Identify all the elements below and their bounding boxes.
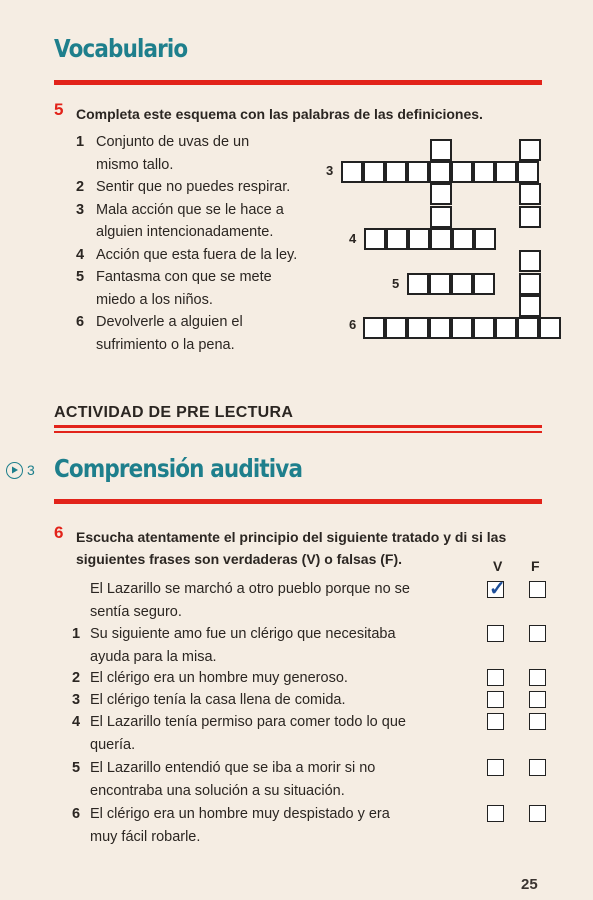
crossword-cell[interactable] — [363, 161, 385, 183]
crossword-cell[interactable] — [407, 161, 429, 183]
crossword-grid — [0, 0, 593, 400]
crossword-cell[interactable] — [386, 228, 408, 250]
prelectura-heading: ACTIVIDAD DE PRE LECTURA — [54, 404, 294, 421]
false-checkbox[interactable] — [529, 669, 546, 686]
page-number: 25 — [521, 876, 538, 893]
crossword-cell[interactable] — [364, 228, 386, 250]
prelectura-divider-thin — [54, 431, 542, 433]
definition-item: 5 Fantasma con que se mete — [76, 269, 272, 285]
crossword-cell[interactable] — [517, 161, 539, 183]
crossword-cell[interactable] — [519, 139, 541, 161]
comprension-divider — [54, 499, 542, 504]
crossword-number: 6 — [349, 317, 357, 332]
definition-item: 1 Conjunto de uvas de un — [76, 134, 250, 150]
crossword-cell[interactable] — [385, 161, 407, 183]
crossword-number: 5 — [392, 276, 400, 291]
false-checkbox[interactable] — [529, 691, 546, 708]
definition-item: 6 Devolverle a alguien el — [76, 314, 243, 330]
crossword-cell[interactable] — [430, 139, 452, 161]
false-checkbox[interactable] — [529, 581, 546, 598]
crossword-cell[interactable] — [451, 317, 473, 339]
crossword-cell[interactable] — [429, 273, 451, 295]
definition-item-cont: mismo tallo. — [96, 156, 174, 173]
column-header-false: F — [531, 558, 540, 574]
crossword-number: 4 — [349, 231, 357, 246]
true-checkbox[interactable] — [487, 625, 504, 642]
true-checkbox[interactable] — [487, 759, 504, 776]
definition-item-cont: sufrimiento o la pena. — [96, 336, 235, 353]
crossword-cell[interactable] — [407, 317, 429, 339]
crossword-cell[interactable] — [539, 317, 561, 339]
crossword-cell[interactable] — [473, 317, 495, 339]
crossword-cell[interactable] — [429, 161, 451, 183]
vocab-instruction: Completa este esquema con las palabras de las definiciones. — [76, 106, 483, 122]
vocab-exercise-number: 5 — [54, 100, 64, 119]
crossword-cell[interactable] — [473, 273, 495, 295]
false-checkbox[interactable] — [529, 759, 546, 776]
crossword-number: 3 — [326, 163, 334, 178]
instruction-line: siguientes frases son verdaderas (V) o falsas (F). — [76, 551, 403, 567]
true-checkbox[interactable] — [487, 691, 504, 708]
crossword-cell[interactable] — [430, 206, 452, 228]
crossword-cell[interactable] — [519, 206, 541, 228]
prelectura-divider — [54, 425, 542, 428]
crossword-cell[interactable] — [519, 295, 541, 317]
crossword-cell[interactable] — [341, 161, 363, 183]
crossword-cell[interactable] — [519, 183, 541, 205]
true-checkbox[interactable] — [487, 578, 506, 600]
crossword-cell[interactable] — [474, 228, 496, 250]
definition-item: 4 Acción que esta fuera de la ley. — [76, 246, 298, 263]
crossword-cell[interactable] — [408, 228, 430, 250]
check-mark-icon: ✓ — [489, 578, 506, 600]
crossword-cell[interactable] — [519, 273, 541, 295]
audio-track-number: 3 — [27, 462, 35, 478]
definition-item: 3 Mala acción que se le hace a — [76, 201, 284, 218]
definition-item-cont: miedo a los niños. — [96, 291, 213, 308]
column-header-true: V — [493, 558, 503, 574]
audio-play-icon[interactable] — [6, 462, 23, 479]
comprension-exercise-number: 6 — [54, 523, 64, 542]
false-checkbox[interactable] — [529, 805, 546, 822]
crossword-cell[interactable] — [430, 228, 452, 250]
crossword-cell[interactable] — [429, 317, 451, 339]
definition-item-cont: alguien intencionadamente. — [96, 224, 274, 240]
true-checkbox[interactable] — [487, 805, 504, 822]
crossword-cell[interactable] — [385, 317, 407, 339]
crossword-cell[interactable] — [451, 161, 473, 183]
definition-item: 2 Sentir que no puedes respirar. — [76, 179, 291, 195]
crossword-cell[interactable] — [407, 273, 429, 295]
crossword-cell[interactable] — [363, 317, 385, 339]
instruction-line: Escucha atentamente el principio del siguiente tratado y di si las — [76, 529, 507, 545]
comprension-title: Comprensión auditiva — [54, 454, 303, 483]
false-checkbox[interactable] — [529, 713, 546, 730]
comprension-instruction — [76, 526, 556, 570]
true-checkbox[interactable] — [487, 669, 504, 686]
true-checkbox[interactable] — [487, 713, 504, 730]
crossword-cell[interactable] — [452, 228, 474, 250]
crossword-cell[interactable] — [519, 250, 541, 272]
crossword-cell[interactable] — [473, 161, 495, 183]
crossword-cell[interactable] — [495, 317, 517, 339]
false-checkbox[interactable] — [529, 625, 546, 642]
vocab-title: Vocabulario — [54, 34, 188, 63]
crossword-cell[interactable] — [517, 317, 539, 339]
crossword-cell[interactable] — [430, 183, 452, 205]
crossword-cell[interactable] — [495, 161, 517, 183]
crossword-cell[interactable] — [451, 273, 473, 295]
